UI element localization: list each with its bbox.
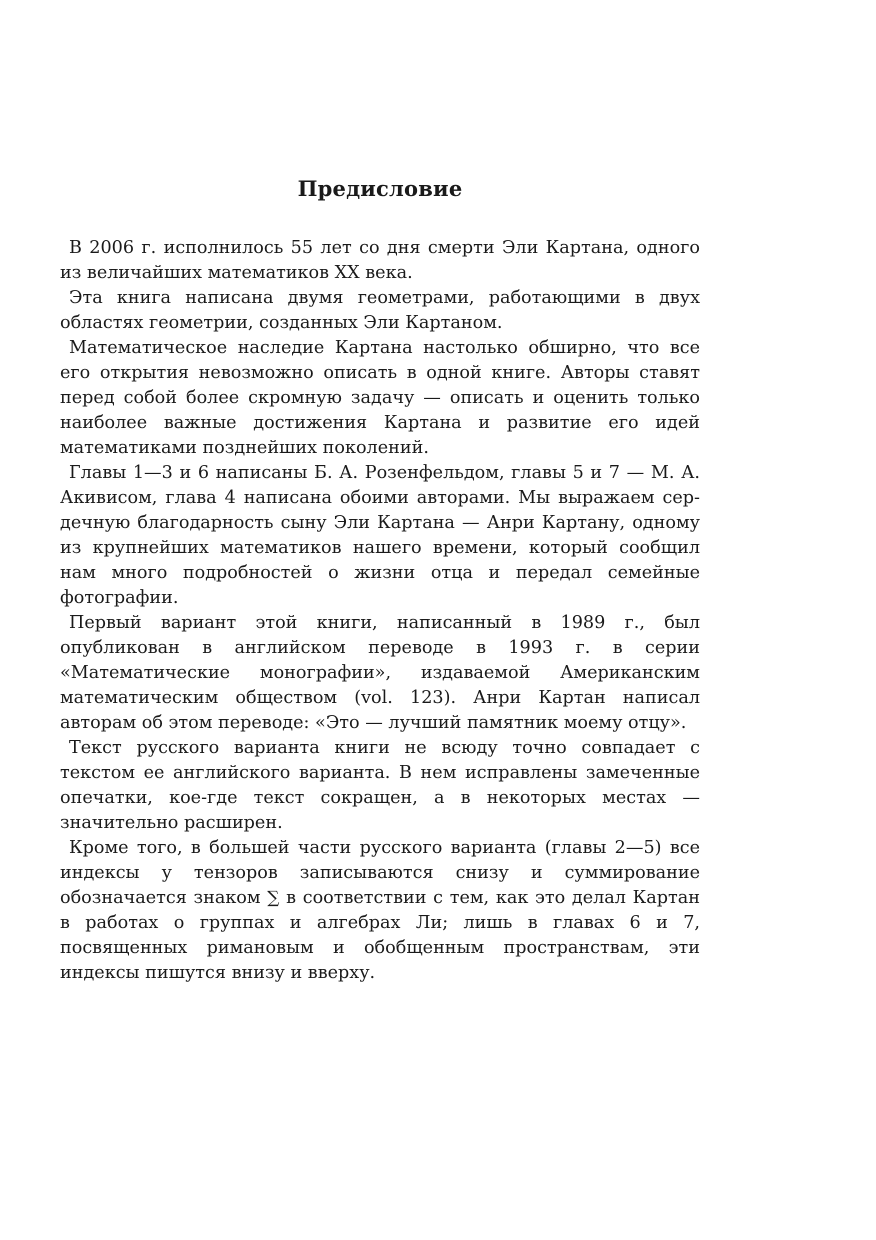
paragraph-7 <box>60 836 700 986</box>
paragraph-2: Эта книга написана двумя геометрами, работающими в двух областях геометрии, созданных Эли Картаном. <box>60 288 700 333</box>
paragraph-3: Математическое наследие Картана настолько обширно, что все его открытия невозможно описать в одной книге. Авторы ставят перед собой более скромную задачу — описать и оценить только наиболее важные достижения Картана и развитие его идей математиками позднейших поколений. <box>60 338 700 458</box>
preface-page <box>60 174 700 986</box>
paragraph-1: В 2006 г. исполнилось 55 лет со дня смерти Эли Картана, одного из величайших математиков XX века. <box>60 238 700 283</box>
summation-symbol: ∑ <box>267 888 280 908</box>
page-title: Предисловие <box>297 176 463 201</box>
paragraph-4: Главы 1—3 и 6 написаны Б. А. Розенфельдом, главы 5 и 7 — М. А. Акивисом, глава 4 написана обоими авторами. Мы выражаем сердечную благодарность сыну Эли Картана — Анри Картану, одному из крупнейших математиков нашего времени, который сообщил нам много подробностей о жизни отца и передал семейные фотографии. <box>60 463 700 608</box>
paragraph-7-start: Кроме того, в большей части русского варианта (главы 2—5) все индексы у тензоров записываются снизу и суммирование обозначается знаком <box>60 838 700 908</box>
paragraph-7-end: в соответствии с тем, как это делал Картан в работах о группах и алгебрах Ли; лишь в главах 6 и 7, посвященных римановым и обобщенным пространствам, эти индексы пишутся внизу и вверху. <box>60 888 700 983</box>
paragraph-6: Текст русского варианта книги не всюду точно совпадает с текстом ее английского варианта. В нем исправлены замеченные опечатки, кое-где текст сокращен, а в некоторых местах — значительно расширен. <box>60 738 700 833</box>
paragraph-5: Первый вариант этой книги, написанный в 1989 г., был опубликован в английском переводе в 1993 г. в серии «Математические монографии», издаваемой Американским математическим обществом (vol. 123). Анри Картан написал авторам об этом переводе: «Это — лучший памятник моему отцу». <box>60 613 700 733</box>
